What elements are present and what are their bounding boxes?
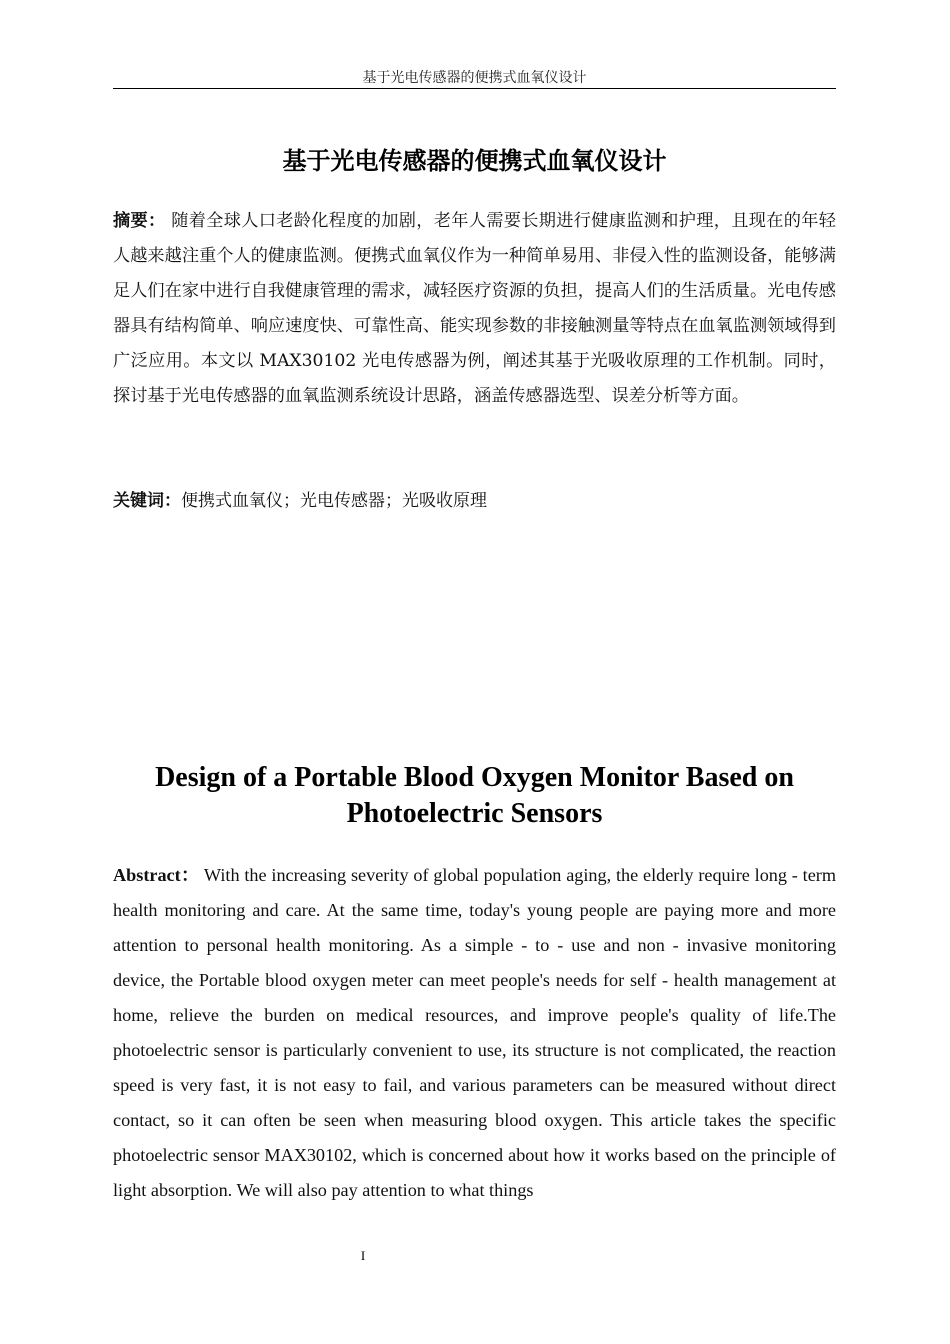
english-title-line1: Design of a Portable Blood Oxygen Monitor Based on — [155, 762, 794, 793]
english-abstract — [113, 858, 836, 1208]
chinese-keywords-text: 便携式血氧仪；光电传感器；光吸收原理 — [181, 491, 487, 511]
chinese-keywords-label: 关键词： — [113, 491, 181, 511]
english-abstract-text: With the increasing severity of global population aging, the elderly require long - term health monitoring and care. At the same time, today's young people are paying more and more attention to personal health monitoring. As a simple - to - use and non - invasive monitoring device, the Portable blood oxygen meter can meet people's needs for self - health management at home, relieve the burden on medical resources, and improve people's quality of life.The photoelectric sensor is particularly convenient to use, its structure is not complicated, the reaction speed is very fast, it is not easy to fail, and various parameters can be measured without direct contact, so it can often be seen when measuring blood oxygen. This article takes the specific photoelectric sensor MAX30102, which is concerned about how it works based on the principle of light absorption. We will also pay attention to what things — [113, 865, 836, 1200]
english-abstract-label: Abstract： — [113, 865, 200, 885]
chinese-abstract — [113, 204, 836, 414]
chinese-abstract-label: 摘要： — [113, 211, 166, 231]
chinese-abstract-text: 随着全球人口老龄化程度的加剧，老年人需要长期进行健康监测和护理，且现在的年轻人越来越注重个人的健康监测。便携式血氧仪作为一种简单易用、非侵入性的监测设备，能够满足人们在家中进行自我健康管理的需求，减轻医疗资源的负担，提高人们的生活质量。光电传感器具有结构简单、响应速度快、可靠性高、能实现参数的非接触测量等特点在血氧监测领域得到广泛应用。本文以 MAX30102 光电传感器为例，阐述其基于光吸收原理的工作机制。同时，探讨基于光电传感器的血氧监测系统设计思路，涵盖传感器选型、误差分析等方面。 — [113, 211, 836, 406]
page-number: I — [360, 1248, 366, 1263]
chinese-title: 基于光电传感器的便携式血氧仪设计 — [282, 147, 667, 175]
running-header: 基于光电传感器的便携式血氧仪设计 — [362, 70, 587, 86]
chinese-keywords — [113, 484, 836, 519]
english-title-line2: Photoelectric Sensors — [346, 798, 603, 829]
english-title — [113, 760, 836, 832]
header-rule — [113, 88, 836, 89]
